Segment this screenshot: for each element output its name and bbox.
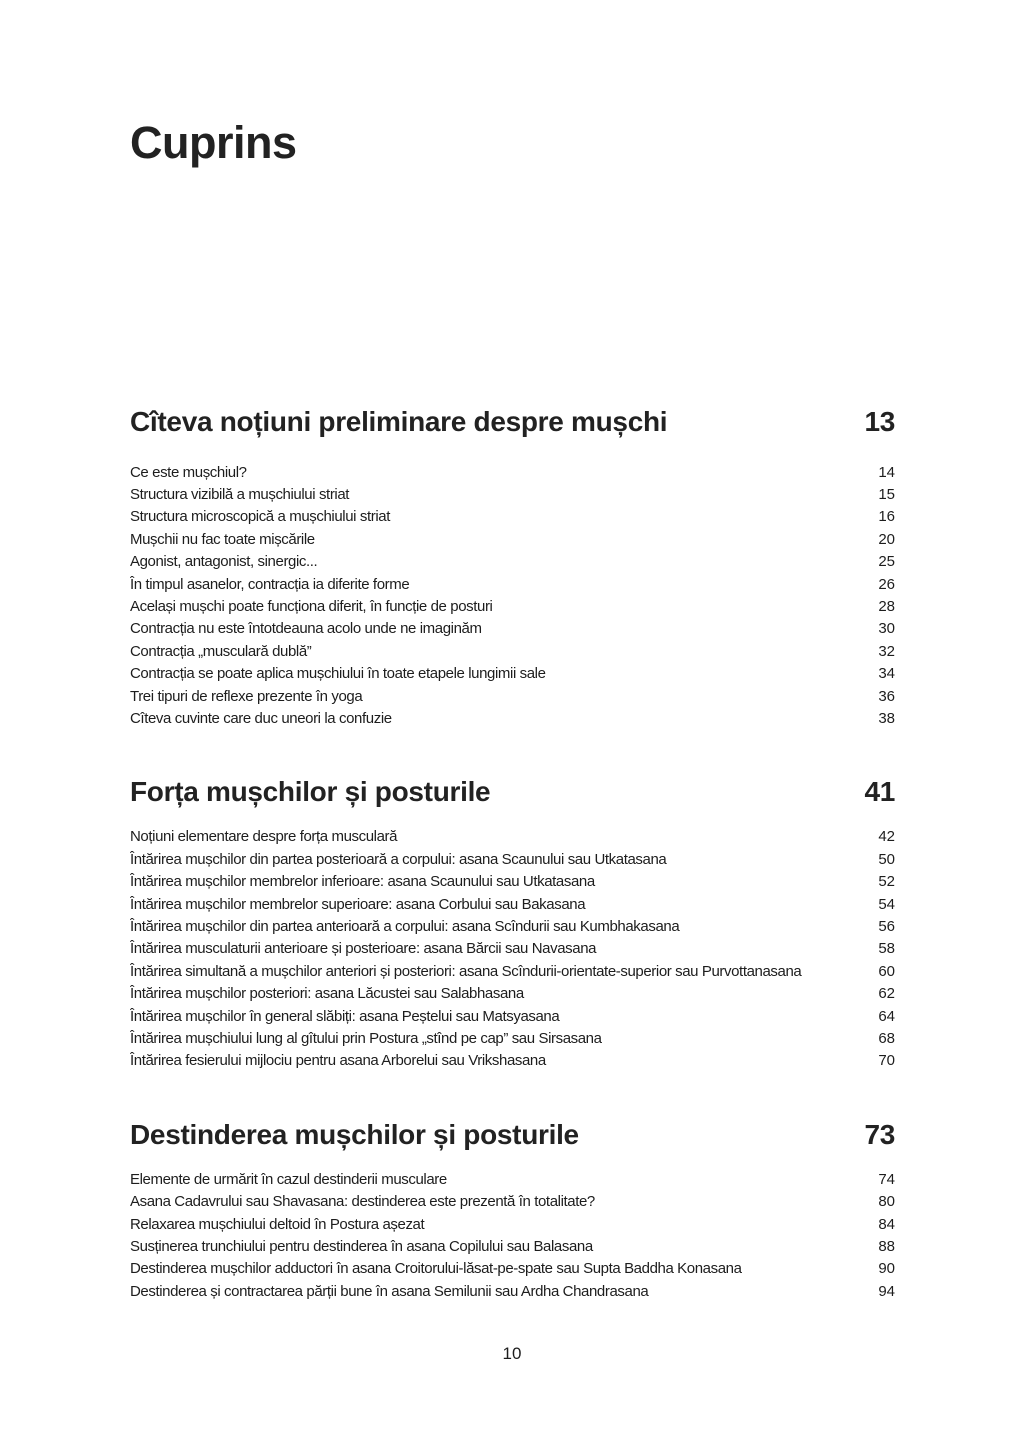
toc-entry-label: Întărirea mușchiului lung al gîtului prin Postura „stînd pe cap” sau Sirsasana xyxy=(130,1030,602,1048)
toc-entry-page: 62 xyxy=(878,985,895,1003)
toc-section xyxy=(130,774,895,1072)
toc-entry-label: Elemente de urmărit în cazul destinderii musculare xyxy=(130,1170,447,1188)
section-heading-row xyxy=(130,404,895,439)
section-page-number: 41 xyxy=(864,776,895,808)
toc-entry-label: Relaxarea mușchiului deltoid în Postura așezat xyxy=(130,1215,425,1233)
toc-entry-page: 30 xyxy=(878,620,895,638)
toc-sections xyxy=(130,404,895,1304)
toc-entry xyxy=(130,686,895,708)
section-page-number: 73 xyxy=(864,1118,895,1150)
toc-entry-label: Întărirea mușchilor membrelor inferioare: asana Scaunului sau Utkatasana xyxy=(130,873,595,891)
toc-entry-label: Destinderea mușchilor adductori în asana Croitorului-lăsat-pe-spate sau Supta Baddha Konasana xyxy=(130,1260,742,1278)
toc-entry xyxy=(130,529,895,551)
toc-entry-page: 16 xyxy=(878,508,895,526)
toc-entry-page: 94 xyxy=(878,1282,895,1300)
toc-entry-label: Mușchii nu fac toate mișcările xyxy=(130,530,315,548)
toc-entry-page: 26 xyxy=(878,575,895,593)
toc-entry-label: Susținerea trunchiului pentru destinderea în asana Copilului sau Balasana xyxy=(130,1238,593,1256)
toc-entry-label: Noțiuni elementare despre forța musculară xyxy=(130,828,398,846)
section-heading-row xyxy=(130,774,895,809)
toc-entry-page: 15 xyxy=(878,485,895,503)
toc-entry xyxy=(130,983,895,1005)
toc-entry xyxy=(130,1236,895,1258)
toc-entry xyxy=(130,961,895,983)
toc-entry xyxy=(130,1281,895,1303)
toc-entry-page: 25 xyxy=(878,553,895,571)
toc-entry-page: 50 xyxy=(878,850,895,868)
toc-entry-label: Întărirea fesierului mijlociu pentru asana Arborelui sau Vrikshasana xyxy=(130,1052,546,1070)
toc-entry-label: Întărirea mușchilor posteriori: asana Lăcustei sau Salabhasana xyxy=(130,985,524,1003)
toc-entry xyxy=(130,1258,895,1280)
toc-entry-label: Contracția „musculară dublă” xyxy=(130,642,312,660)
toc-entry-label: Structura vizibilă a mușchiului striat xyxy=(130,485,350,503)
toc-entry-label: Întărirea mușchilor în general slăbiți: asana Peștelui sau Matsyasana xyxy=(130,1007,560,1025)
toc-entry xyxy=(130,894,895,916)
toc-entry-label: Întărirea mușchilor din partea anterioară a corpului: asana Scîndurii sau Kumbhakasana xyxy=(130,918,680,935)
toc-entry-page: 52 xyxy=(878,873,895,891)
section-page-number: 13 xyxy=(864,405,895,437)
toc-entry-label: Agonist, antagonist, sinergic... xyxy=(130,553,318,571)
toc-entry xyxy=(130,938,895,960)
toc-entry-label: Ce este mușchiul? xyxy=(130,463,247,481)
page-title: Cuprins xyxy=(130,117,297,168)
toc-entry-page: 56 xyxy=(878,918,895,935)
toc-entry xyxy=(130,462,895,484)
toc-entry xyxy=(130,641,895,663)
toc-entry xyxy=(130,826,895,848)
toc-entry-label: Destinderea și contractarea părții bune în asana Semilunii sau Ardha Chandrasana xyxy=(130,1282,649,1300)
section-heading: Destinderea mușchilor și posturile xyxy=(130,1118,579,1150)
toc-entry xyxy=(130,1191,895,1213)
section-heading-row xyxy=(130,1117,895,1152)
toc-entry xyxy=(130,1050,895,1072)
toc-entry xyxy=(130,506,895,528)
toc-entry-label: Cîteva cuvinte care duc uneori la confuzie xyxy=(130,709,392,727)
toc-entry-page: 64 xyxy=(878,1007,895,1025)
toc-entry-page: 38 xyxy=(878,709,895,727)
toc-entry-label: Întărirea mușchilor membrelor superioare: asana Corbului sau Bakasana xyxy=(130,895,586,913)
toc-entry-page: 42 xyxy=(878,828,895,846)
toc-entry-label: Trei tipuri de reflexe prezente în yoga xyxy=(130,687,363,705)
toc-entry-page: 84 xyxy=(878,1215,895,1233)
toc-entry-label: Același mușchi poate funcționa diferit, în funcție de posturi xyxy=(130,597,493,615)
toc-entry xyxy=(130,871,895,893)
section-heading: Cîteva noțiuni preliminare despre mușchi xyxy=(130,405,668,437)
toc-entry-label: Contracția se poate aplica mușchiului în toate etapele lungimii sale xyxy=(130,665,546,683)
toc-entry-page: 60 xyxy=(878,962,895,980)
toc-entry-list xyxy=(130,1169,895,1303)
toc-entry-page: 88 xyxy=(878,1238,895,1256)
toc-entry-label: Întărirea simultană a mușchilor anteriori și posteriori: asana Scîndurii-orientate-superior sau Purvottanasana xyxy=(130,962,802,980)
toc-entry-page: 14 xyxy=(878,463,895,481)
toc-entry-label: Structura microscopică a mușchiului striat xyxy=(130,508,390,526)
toc-entry-page: 80 xyxy=(878,1193,895,1211)
toc-entry-label: Întărirea musculaturii anterioare și posterioare: asana Bărcii sau Navasana xyxy=(130,940,597,958)
toc-entry-page: 32 xyxy=(878,642,895,660)
toc-entry xyxy=(130,574,895,596)
toc-section xyxy=(130,1117,895,1303)
toc-entry xyxy=(130,618,895,640)
toc-entry-page: 68 xyxy=(878,1030,895,1048)
toc-content xyxy=(130,0,895,1303)
toc-entry xyxy=(130,1169,895,1191)
toc-entry xyxy=(130,1028,895,1050)
toc-entry xyxy=(130,849,895,871)
toc-entry xyxy=(130,663,895,685)
toc-entry xyxy=(130,551,895,573)
toc-entry xyxy=(130,484,895,506)
toc-entry xyxy=(130,916,895,938)
toc-entry-page: 54 xyxy=(878,895,895,913)
toc-section xyxy=(130,404,895,731)
toc-entry-page: 90 xyxy=(878,1260,895,1278)
toc-entry xyxy=(130,596,895,618)
toc-entry-page: 58 xyxy=(878,940,895,958)
toc-entry-list xyxy=(130,826,895,1072)
toc-entry xyxy=(130,1214,895,1236)
footer-page-number: 10 xyxy=(502,1344,522,1363)
toc-entry-page: 70 xyxy=(878,1052,895,1070)
toc-entry-label: În timpul asanelor, contracția ia diferite forme xyxy=(130,575,410,593)
toc-entry-label: Întărirea mușchilor din partea posterioară a corpului: asana Scaunului sau Utkatasana xyxy=(130,850,667,868)
toc-entry-page: 34 xyxy=(878,665,895,683)
toc-entry-page: 20 xyxy=(878,530,895,548)
toc-entry xyxy=(130,1006,895,1028)
toc-entry-list xyxy=(130,462,895,731)
toc-entry-page: 36 xyxy=(878,687,895,705)
toc-entry-label: Contracția nu este întotdeauna acolo unde ne imaginăm xyxy=(130,620,482,638)
toc-entry-page: 28 xyxy=(878,597,895,615)
toc-entry-label: Asana Cadavrului sau Shavasana: destinderea este prezentă în totalitate? xyxy=(130,1193,595,1211)
section-heading: Forța mușchilor și posturile xyxy=(130,776,491,808)
toc-entry-page: 74 xyxy=(878,1170,895,1188)
toc-entry xyxy=(130,708,895,730)
